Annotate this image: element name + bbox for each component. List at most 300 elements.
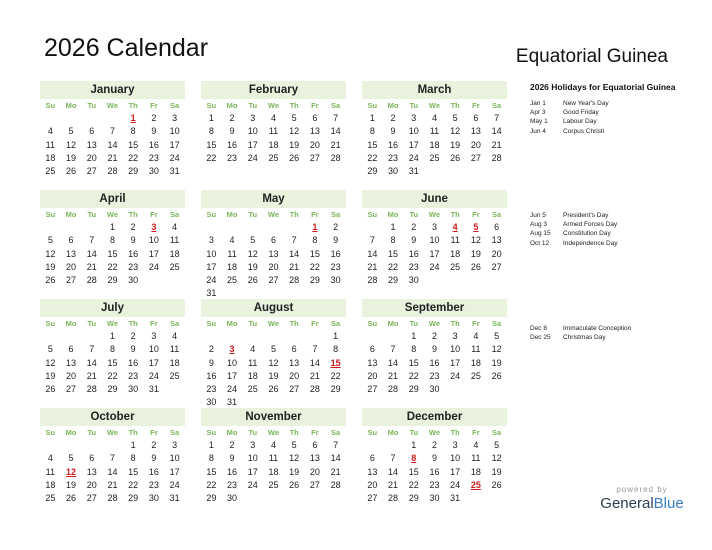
week-row [362, 234, 507, 247]
day-cell: 5 [291, 113, 297, 123]
day-cell: 6 [68, 344, 74, 355]
day-cell [201, 330, 222, 343]
month-october [40, 408, 185, 505]
weekday-header [201, 426, 346, 439]
day-cell: 26 [247, 275, 258, 286]
day-cell: 28 [388, 493, 399, 504]
day-cell: 2 [431, 440, 437, 450]
day-cell: 10 [206, 248, 217, 259]
day-cell: 23 [148, 479, 159, 490]
day-cell [305, 330, 326, 343]
holiday-item [530, 239, 700, 248]
week-row [362, 125, 507, 138]
holiday-name: Constitution Day [563, 230, 611, 238]
day-cell: 16 [429, 466, 440, 477]
weekday-label: Th [450, 210, 460, 219]
day-cell: 26 [491, 370, 502, 381]
week-row [40, 152, 185, 165]
weekday-label: Mo [65, 319, 77, 328]
day-cell: 30 [206, 397, 217, 408]
day-cell: 8 [333, 344, 339, 355]
day-cell: 29 [367, 166, 378, 177]
weekday-label: Sa [330, 210, 341, 219]
weekday-label: Sa [169, 319, 180, 328]
holiday-day-cell: 5 [473, 222, 479, 232]
weekday-header [362, 317, 507, 330]
day-cell: 24 [148, 370, 159, 381]
day-cell: 14 [388, 466, 399, 477]
week-row [201, 234, 346, 247]
day-cell: 15 [388, 248, 399, 259]
day-cell: 25 [45, 166, 56, 177]
day-cell [362, 221, 383, 234]
day-cell: 3 [172, 440, 178, 450]
weekday-label: Mo [65, 428, 77, 437]
holiday-name: Immaculate Conception [563, 325, 632, 332]
day-cell: 2 [411, 222, 417, 232]
brand-name [587, 495, 697, 512]
holiday-item [530, 324, 700, 333]
week-row [40, 261, 185, 274]
day-cell: 10 [450, 453, 461, 464]
day-cell: 13 [86, 139, 97, 150]
day-cell: 19 [491, 357, 502, 368]
day-cell: 9 [229, 126, 235, 137]
week-row [40, 439, 185, 452]
weekday-label: Su [206, 210, 217, 219]
day-cell: 7 [390, 344, 396, 355]
day-cell: 28 [330, 479, 341, 490]
day-cell: 18 [470, 466, 481, 477]
day-cell: 22 [388, 261, 399, 272]
day-cell: 28 [289, 275, 300, 286]
weekday-label: Su [45, 101, 56, 110]
day-cell: 17 [450, 466, 461, 477]
month-september [362, 299, 507, 396]
day-cell: 1 [109, 222, 115, 232]
weekday-label: We [267, 319, 280, 328]
day-cell: 24 [148, 261, 159, 272]
day-cell: 4 [47, 126, 53, 137]
day-cell: 2 [130, 222, 136, 232]
page-title: 2026 Calendar [44, 34, 209, 62]
day-cell [263, 221, 284, 234]
day-cell: 13 [268, 248, 279, 259]
day-cell: 2 [151, 113, 157, 123]
day-cell: 25 [169, 370, 180, 381]
day-cell: 29 [330, 384, 341, 395]
day-cell [383, 330, 404, 343]
day-cell: 1 [109, 331, 115, 341]
day-cell: 17 [429, 248, 440, 259]
day-cell: 19 [289, 466, 300, 477]
day-cell: 16 [206, 370, 217, 381]
day-cell: 1 [130, 440, 136, 450]
day-cell: 27 [66, 275, 77, 286]
day-cell: 18 [227, 261, 238, 272]
day-cell: 24 [450, 370, 461, 381]
day-cell [486, 165, 507, 178]
weekday-label: Sa [330, 428, 341, 437]
day-cell: 7 [109, 126, 115, 137]
weekday-label: Fr [472, 101, 480, 110]
day-cell: 20 [268, 261, 279, 272]
day-cell: 21 [107, 479, 118, 490]
weekday-label: Th [128, 319, 138, 328]
month-title: September [362, 299, 507, 317]
week-row [201, 439, 346, 452]
day-cell: 3 [250, 440, 256, 450]
day-cell: 30 [330, 275, 341, 286]
weekday-label: Th [450, 101, 460, 110]
weekday-label: Tu [87, 101, 97, 110]
day-cell: 18 [268, 466, 279, 477]
holiday-item [530, 229, 700, 238]
day-cell: 28 [107, 166, 118, 177]
day-cell [284, 492, 305, 505]
weekday-header [201, 317, 346, 330]
holiday-date: Dec 8 [530, 325, 547, 332]
day-cell: 12 [491, 453, 502, 464]
day-cell: 18 [247, 370, 258, 381]
day-cell: 21 [330, 139, 341, 150]
weekday-label: Mo [387, 210, 399, 219]
holiday-group [530, 324, 700, 342]
holiday-day-cell: 1 [312, 222, 318, 232]
weekday-label: Su [367, 319, 378, 328]
day-cell: 16 [330, 248, 341, 259]
day-cell: 19 [470, 248, 481, 259]
day-cell: 11 [471, 344, 481, 355]
day-cell: 1 [208, 440, 214, 450]
week-row [201, 139, 346, 152]
day-cell: 11 [45, 139, 56, 150]
day-cell: 9 [151, 126, 157, 137]
brand-logo [587, 485, 697, 512]
day-cell: 18 [470, 357, 481, 368]
day-cell: 24 [169, 479, 180, 490]
day-cell [81, 439, 102, 452]
day-cell: 24 [429, 261, 440, 272]
day-cell: 9 [130, 344, 136, 355]
week-row [201, 370, 346, 383]
day-cell: 16 [128, 357, 139, 368]
day-cell: 22 [367, 152, 378, 163]
day-cell: 12 [45, 357, 56, 368]
month-may [201, 190, 346, 301]
day-cell: 7 [89, 344, 95, 355]
day-cell: 21 [491, 139, 502, 150]
weekday-label: Su [206, 101, 217, 110]
day-cell [102, 439, 123, 452]
day-cell: 15 [107, 248, 118, 259]
day-cell [325, 492, 346, 505]
weekday-label: We [267, 210, 280, 219]
holiday-name: Independence Day [563, 239, 618, 247]
day-cell: 18 [429, 139, 440, 150]
day-cell [242, 492, 263, 505]
week-row [201, 248, 346, 261]
day-cell: 16 [227, 139, 238, 150]
day-cell [445, 165, 466, 178]
day-cell: 7 [333, 440, 339, 450]
day-cell: 26 [45, 275, 56, 286]
week-row [362, 139, 507, 152]
day-cell: 12 [45, 248, 56, 259]
day-cell: 6 [312, 113, 318, 123]
day-cell: 11 [471, 453, 481, 464]
holiday-name: Corpus Christi [563, 127, 605, 135]
day-cell: 12 [289, 126, 300, 137]
day-cell: 8 [390, 235, 396, 246]
day-cell [383, 439, 404, 452]
weekday-label: Fr [311, 319, 319, 328]
day-cell: 28 [388, 384, 399, 395]
weekday-label: We [106, 319, 119, 328]
day-cell: 17 [247, 466, 258, 477]
day-cell: 21 [107, 152, 118, 163]
weekday-label: Mo [65, 210, 77, 219]
day-cell: 21 [86, 261, 97, 272]
day-cell: 23 [148, 152, 159, 163]
day-cell: 27 [268, 275, 279, 286]
day-cell: 26 [66, 166, 77, 177]
day-cell [424, 274, 445, 287]
day-cell: 14 [491, 126, 502, 137]
day-cell: 16 [148, 466, 159, 477]
day-cell [263, 330, 284, 343]
holiday-date: Jun 4 [530, 127, 546, 135]
day-cell: 14 [107, 139, 118, 150]
day-cell: 25 [45, 493, 56, 504]
weekday-label: Tu [248, 210, 258, 219]
week-row [40, 466, 185, 479]
day-cell: 8 [369, 126, 375, 137]
holiday-item [530, 333, 700, 342]
day-cell: 10 [148, 344, 159, 355]
weekday-label: We [267, 428, 280, 437]
weekday-label: Sa [169, 428, 180, 437]
week-row [201, 383, 346, 396]
weekday-label: Mo [226, 428, 238, 437]
month-july [40, 299, 185, 396]
weekday-label: Mo [387, 319, 399, 328]
day-cell: 30 [128, 384, 139, 395]
week-row [362, 112, 507, 125]
day-cell: 7 [369, 235, 375, 246]
week-row [40, 479, 185, 492]
day-cell: 19 [45, 370, 56, 381]
day-cell: 12 [289, 453, 300, 464]
weekday-header [40, 99, 185, 112]
week-row [362, 261, 507, 274]
week-row [201, 357, 346, 370]
day-cell: 15 [128, 139, 139, 150]
holiday-date: Dec 25 [530, 334, 551, 342]
day-cell: 18 [45, 152, 56, 163]
holiday-group [530, 211, 700, 248]
week-row [201, 261, 346, 274]
holiday-date: Apr 3 [530, 109, 546, 117]
day-cell [102, 112, 123, 125]
day-cell: 10 [408, 126, 419, 137]
month-title: March [362, 81, 507, 99]
day-cell: 7 [390, 453, 396, 464]
day-cell: 30 [227, 493, 238, 504]
weekday-label: Fr [311, 428, 319, 437]
weekday-label: Sa [169, 101, 180, 110]
day-cell: 20 [86, 479, 97, 490]
day-cell: 2 [390, 113, 396, 123]
day-cell: 13 [66, 248, 77, 259]
day-cell: 16 [408, 248, 419, 259]
day-cell: 20 [86, 152, 97, 163]
day-cell: 23 [206, 384, 217, 395]
day-cell: 6 [291, 344, 297, 355]
day-cell: 7 [89, 235, 95, 246]
weekday-label: We [428, 319, 441, 328]
weekday-label: Th [450, 428, 460, 437]
week-row [201, 112, 346, 125]
day-cell: 10 [450, 344, 461, 355]
day-cell: 5 [291, 440, 297, 450]
day-cell: 22 [107, 261, 118, 272]
day-cell: 3 [411, 113, 417, 123]
holiday-date: May 1 [530, 118, 548, 126]
day-cell: 9 [431, 344, 437, 355]
week-row [40, 274, 185, 287]
weekday-label: Fr [150, 428, 158, 437]
day-cell: 21 [289, 261, 300, 272]
day-cell: 24 [206, 275, 217, 286]
day-cell: 15 [206, 466, 217, 477]
day-cell: 20 [66, 261, 77, 272]
day-cell: 4 [172, 222, 178, 232]
week-row [40, 343, 185, 356]
weekday-label: Tu [409, 428, 419, 437]
weekday-label: Tu [248, 101, 258, 110]
holiday-name: Good Friday [563, 109, 599, 117]
day-cell: 29 [107, 384, 118, 395]
day-cell: 13 [367, 357, 378, 368]
day-cell: 11 [45, 466, 56, 477]
weekday-label: Fr [311, 101, 319, 110]
day-cell: 11 [450, 235, 460, 246]
day-cell: 16 [429, 357, 440, 368]
day-cell: 14 [367, 248, 378, 259]
week-row [201, 152, 346, 165]
day-cell: 9 [151, 453, 157, 464]
holiday-day-cell: 4 [452, 222, 458, 232]
day-cell: 26 [450, 152, 461, 163]
month-title: January [40, 81, 185, 99]
day-cell: 28 [330, 152, 341, 163]
week-row [40, 452, 185, 465]
day-cell [466, 492, 487, 505]
day-cell: 6 [270, 235, 276, 246]
day-cell: 15 [206, 139, 217, 150]
day-cell: 10 [169, 126, 180, 137]
day-cell: 3 [452, 440, 458, 450]
day-cell: 19 [66, 152, 77, 163]
day-cell: 16 [128, 248, 139, 259]
day-cell [284, 221, 305, 234]
day-cell: 21 [309, 370, 320, 381]
day-cell: 11 [227, 248, 237, 259]
month-march [362, 81, 507, 178]
weekday-label: Tu [87, 319, 97, 328]
day-cell: 28 [86, 275, 97, 286]
week-row [362, 248, 507, 261]
day-cell: 20 [309, 139, 320, 150]
weekday-label: Su [45, 428, 56, 437]
day-cell: 8 [109, 344, 115, 355]
day-cell [445, 383, 466, 396]
day-cell: 8 [130, 453, 136, 464]
day-cell: 5 [452, 113, 458, 123]
holiday-group [530, 99, 700, 136]
week-row [201, 330, 346, 343]
day-cell: 3 [452, 331, 458, 341]
day-cell: 17 [169, 466, 180, 477]
day-cell: 26 [268, 384, 279, 395]
weekday-label: Sa [330, 319, 341, 328]
day-cell: 26 [470, 261, 481, 272]
day-cell: 2 [151, 440, 157, 450]
day-cell: 17 [148, 357, 159, 368]
day-cell: 11 [268, 453, 279, 464]
day-cell: 2 [208, 344, 214, 355]
month-title: December [362, 408, 507, 426]
day-cell: 12 [450, 126, 461, 137]
month-june [362, 190, 507, 287]
day-cell [486, 274, 507, 287]
day-cell: 23 [388, 152, 399, 163]
weekday-label: Tu [409, 210, 419, 219]
day-cell [222, 330, 243, 343]
week-row [40, 112, 185, 125]
week-row [362, 383, 507, 396]
day-cell: 6 [89, 126, 95, 137]
day-cell: 5 [270, 344, 276, 355]
weekday-label: Mo [65, 101, 77, 110]
weekday-label: Su [206, 428, 217, 437]
month-february [201, 81, 346, 165]
weekday-label: Su [367, 101, 378, 110]
week-row [362, 452, 507, 465]
day-cell: 12 [470, 235, 481, 246]
day-cell: 21 [86, 370, 97, 381]
day-cell [424, 165, 445, 178]
day-cell: 20 [289, 370, 300, 381]
day-cell: 19 [289, 139, 300, 150]
week-row [201, 221, 346, 234]
holiday-day-cell: 3 [151, 222, 157, 232]
holiday-day-cell: 1 [130, 113, 136, 123]
day-cell [40, 439, 61, 452]
month-title: February [201, 81, 346, 99]
day-cell: 17 [206, 261, 217, 272]
weekday-label: Su [367, 210, 378, 219]
day-cell: 23 [429, 370, 440, 381]
day-cell [466, 383, 487, 396]
holiday-item [530, 117, 700, 126]
holiday-name: Armed Forces Day [563, 221, 618, 229]
day-cell: 28 [86, 384, 97, 395]
day-cell: 26 [491, 479, 502, 490]
day-cell: 20 [367, 479, 378, 490]
day-cell: 31 [169, 166, 180, 177]
